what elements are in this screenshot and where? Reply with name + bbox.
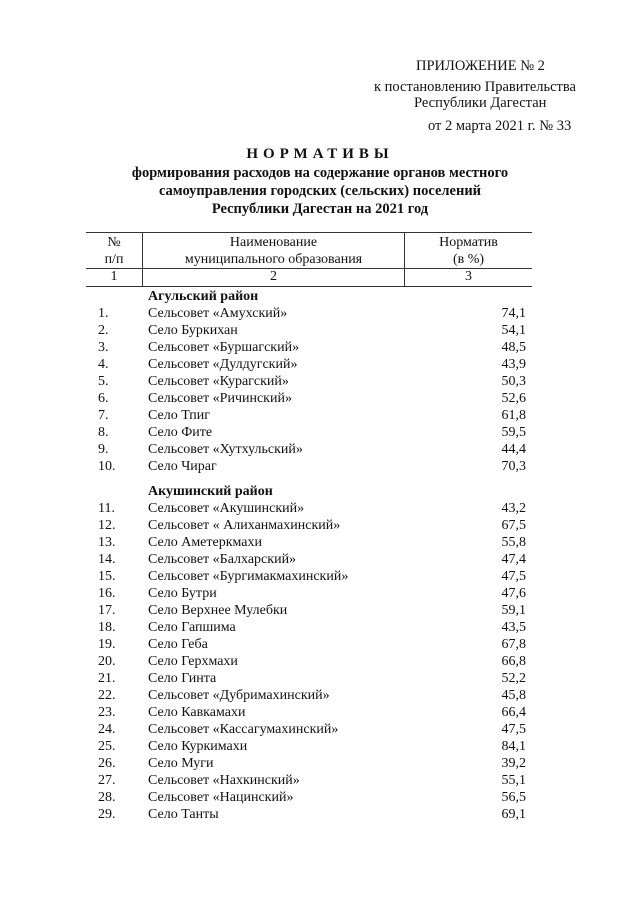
district-title: Агульский район	[148, 289, 259, 304]
municipality-name: Село Гинта	[148, 671, 217, 686]
appendix-date: от 2 марта 2021 г. № 33	[428, 118, 572, 134]
table-row	[0, 620, 640, 637]
norm-value: 43,9	[501, 357, 526, 372]
row-number: 9.	[98, 442, 109, 457]
table-row	[0, 756, 640, 773]
municipality-name: Сельсовет «Дубримахинский»	[148, 688, 330, 703]
norms-table	[86, 232, 532, 287]
municipality-name: Село Бутри	[148, 586, 217, 601]
row-number: 5.	[98, 374, 109, 389]
col-norm-header: Норматив (в %)	[439, 235, 498, 267]
appendix-title: ПРИЛОЖЕНИЕ № 2	[416, 58, 545, 74]
norm-value: 43,5	[501, 620, 526, 635]
norm-value: 67,5	[501, 518, 526, 533]
norm-value: 52,2	[501, 671, 526, 686]
municipality-name: Сельсовет « Алиханмахинский»	[148, 518, 341, 533]
municipality-name: Село Буркихан	[148, 323, 238, 338]
table-header	[86, 232, 532, 287]
municipality-name: Сельсовет «Курагский»	[148, 374, 289, 389]
municipality-name: Сельсовет «Балхарский»	[148, 552, 297, 567]
row-number: 29.	[98, 807, 116, 822]
document-subtitle-line-2: самоуправления городских (сельских) поселений	[158, 183, 482, 199]
norm-value: 61,8	[501, 408, 526, 423]
row-number: 11.	[98, 501, 115, 516]
table-row	[0, 391, 640, 408]
norm-value: 47,6	[501, 586, 526, 601]
row-number: 28.	[98, 790, 116, 805]
municipality-name: Сельсовет «Хутхульский»	[148, 442, 303, 457]
norm-value: 45,8	[501, 688, 526, 703]
row-number: 15.	[98, 569, 116, 584]
row-number: 14.	[98, 552, 116, 567]
norm-value: 59,1	[501, 603, 526, 618]
norm-value: 55,1	[501, 773, 526, 788]
municipality-name: Село Танты	[148, 807, 219, 822]
row-number: 13.	[98, 535, 116, 550]
municipality-name: Сельсовет «Кассагумахинский»	[148, 722, 339, 737]
table-row	[0, 790, 640, 807]
row-number: 21.	[98, 671, 116, 686]
norm-value: 59,5	[501, 425, 526, 440]
table-row	[0, 323, 640, 340]
row-number: 4.	[98, 357, 109, 372]
norm-value: 56,5	[501, 790, 526, 805]
municipality-name: Сельсовет «Дулдугский»	[148, 357, 298, 372]
municipality-name: Сельсовет «Акушинский»	[148, 501, 305, 516]
col-name-header: Наименование муниципального образования	[184, 235, 363, 267]
table-row	[0, 637, 640, 654]
row-number: 3.	[98, 340, 109, 355]
row-number: 16.	[98, 586, 116, 601]
table-row	[0, 357, 640, 374]
row-number: 19.	[98, 637, 116, 652]
document-title: НОРМАТИВЫ	[246, 146, 394, 162]
row-number: 18.	[98, 620, 116, 635]
municipality-name: Село Муги	[148, 756, 214, 771]
row-number: 10.	[98, 459, 116, 474]
municipality-name: Село Фите	[148, 425, 213, 440]
norm-value: 67,8	[501, 637, 526, 652]
appendix-authority: Республики Дагестан	[414, 95, 547, 111]
col-norm-index: 3	[465, 269, 472, 284]
row-number: 26.	[98, 756, 116, 771]
norm-value: 70,3	[501, 459, 526, 474]
norm-value: 47,5	[501, 722, 526, 737]
row-number: 20.	[98, 654, 116, 669]
norm-value: 47,5	[501, 569, 526, 584]
table-row	[0, 374, 640, 391]
document-subtitle-line-1: формирования расходов на содержание органов местного	[131, 165, 509, 181]
document-subtitle-line-3: Республики Дагестан на 2021 год	[211, 201, 429, 217]
table-row	[0, 501, 640, 518]
row-number: 27.	[98, 773, 116, 788]
row-number: 2.	[98, 323, 109, 338]
norm-value: 47,4	[501, 552, 526, 567]
row-number: 17.	[98, 603, 116, 618]
norm-value: 84,1	[501, 739, 526, 754]
municipality-name: Сельсовет «Ричинский»	[148, 391, 292, 406]
table-row	[0, 671, 640, 688]
norm-value: 44,4	[501, 442, 526, 457]
municipality-name: Село Кавкамахи	[148, 705, 246, 720]
table-row	[0, 552, 640, 569]
table-row	[0, 535, 640, 552]
municipality-name: Село Гапшима	[148, 620, 236, 635]
municipality-name: Село Тпиг	[148, 408, 210, 423]
norm-value: 43,2	[501, 501, 526, 516]
row-number: 23.	[98, 705, 116, 720]
table-row	[0, 518, 640, 535]
municipality-name: Сельсовет «Буршагский»	[148, 340, 300, 355]
municipality-name: Сельсовет «Нацинский»	[148, 790, 294, 805]
municipality-name: Село Верхнее Мулебки	[148, 603, 288, 618]
norm-value: 50,3	[501, 374, 526, 389]
row-number: 7.	[98, 408, 109, 423]
municipality-name: Сельсовет «Бургимакмахинский»	[148, 569, 349, 584]
municipality-name: Сельсовет «Нахкинский»	[148, 773, 300, 788]
table-row	[0, 425, 640, 442]
municipality-name: Село Геба	[148, 637, 208, 652]
table-row	[0, 688, 640, 705]
norm-value: 48,5	[501, 340, 526, 355]
norm-value: 66,4	[501, 705, 526, 720]
row-number: 12.	[98, 518, 116, 533]
table-row	[0, 739, 640, 756]
municipality-name: Сельсовет «Амухский»	[148, 306, 288, 321]
norm-value: 69,1	[501, 807, 526, 822]
norm-value: 39,2	[501, 756, 526, 771]
municipality-name: Село Герхмахи	[148, 654, 238, 669]
table-row	[0, 340, 640, 357]
row-number: 1.	[98, 306, 109, 321]
table-row	[0, 722, 640, 739]
row-number: 24.	[98, 722, 116, 737]
col-name-index: 2	[270, 269, 277, 284]
municipality-name: Село Аметеркмахи	[148, 535, 262, 550]
district-title: Акушинский район	[148, 484, 273, 499]
table-row	[0, 773, 640, 790]
norm-value: 52,6	[501, 391, 526, 406]
table-row	[0, 569, 640, 586]
municipality-name: Село Чираг	[148, 459, 217, 474]
norm-value: 55,8	[501, 535, 526, 550]
norm-value: 74,1	[501, 306, 526, 321]
col-number-index: 1	[110, 269, 118, 284]
table-row	[0, 654, 640, 671]
row-number: 8.	[98, 425, 109, 440]
appendix-reference: к постановлению Правительства	[374, 79, 576, 95]
norm-value: 66,8	[501, 654, 526, 669]
table-row	[0, 442, 640, 459]
table-row	[0, 408, 640, 425]
table-row	[0, 306, 640, 323]
table-row	[0, 586, 640, 603]
municipality-name: Село Куркимахи	[148, 739, 248, 754]
norm-value: 54,1	[501, 323, 526, 338]
row-number: 22.	[98, 688, 116, 703]
table-row	[0, 705, 640, 722]
table-row	[0, 459, 640, 476]
row-number: 6.	[98, 391, 109, 406]
table-row	[0, 603, 640, 620]
col-number-header: № п/п	[104, 235, 124, 267]
table-row	[0, 807, 640, 824]
row-number: 25.	[98, 739, 116, 754]
